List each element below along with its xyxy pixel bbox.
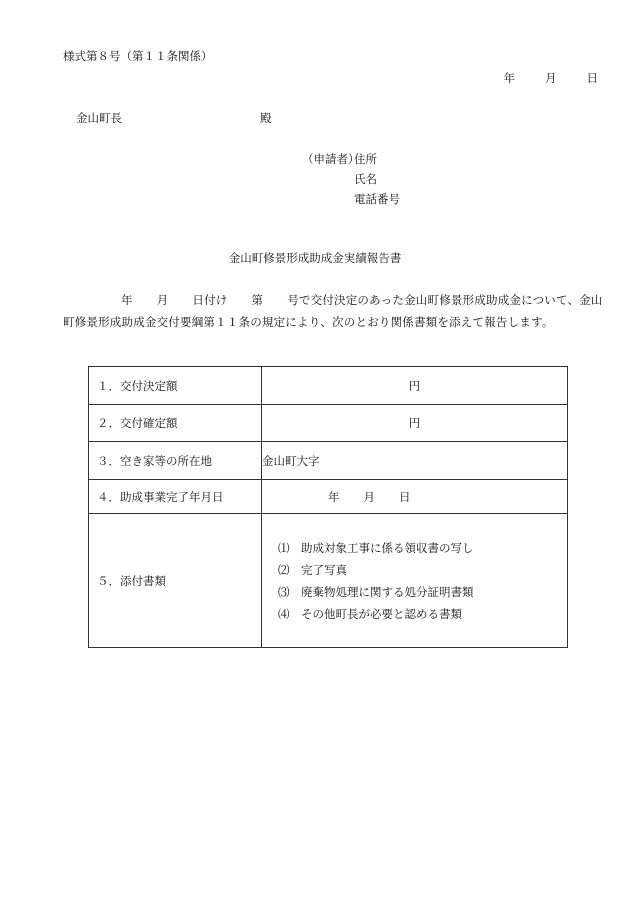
date-line (504, 70, 599, 86)
table-row (89, 514, 568, 648)
table-row (89, 442, 568, 480)
completion-date-cell (262, 480, 568, 514)
row-label: ５．添付書類 (89, 514, 262, 648)
row-value: 円 (262, 405, 568, 442)
form-number: 様式第８号（第１１条関係） (63, 49, 213, 63)
completion-day: 日 (399, 489, 411, 504)
row-value: 円 (262, 367, 568, 405)
row-label: ４．助成事業完了年月日 (89, 480, 262, 514)
body-day-suffix: 日付け (192, 293, 228, 307)
report-table (88, 366, 568, 648)
attachment-item: ⑴ 助成対象工事に係る領収書の写し (278, 540, 474, 555)
addressee-name: 金山町長 (76, 111, 122, 125)
date-month: 月 (545, 71, 557, 85)
attachments-cell (262, 514, 568, 648)
attachment-item: ⑵ 完了写真 (278, 562, 347, 577)
body-paragraph (63, 289, 603, 333)
completion-month: 月 (363, 489, 375, 504)
table-row (89, 405, 568, 442)
applicant-name-label: 氏名 (354, 172, 377, 186)
applicant-address-label: 住所 (354, 152, 377, 166)
date-year: 年 (503, 71, 515, 85)
date-day: 日 (586, 71, 598, 85)
body-month: 月 (156, 293, 169, 307)
body-number-prefix: 第 (251, 293, 264, 307)
completion-year: 年 (328, 489, 340, 504)
row-label: １．交付決定額 (89, 367, 262, 405)
body-year: 年 (121, 293, 133, 307)
applicant-label: （申請者） (302, 152, 360, 166)
document-title: 金山町修景形成助成金実績報告書 (228, 251, 402, 265)
attachment-item: ⑶ 廃棄物処理に関する処分証明書類 (278, 584, 474, 599)
attachments-list (262, 537, 567, 625)
attachment-item: ⑷ その他町長が必要と認める書類 (278, 606, 462, 621)
table-row (89, 480, 568, 514)
body-main-text: 号で交付決定のあった金山町修景形成助成金について、金山町修景形成助成金交付要綱第１１条の規定により、次のとおり関係書類を添えて報告します。 (63, 293, 603, 329)
applicant-phone-label: 電話番号 (354, 192, 400, 206)
table-row (89, 367, 568, 405)
row-value: 金山町大字 (262, 442, 568, 480)
addressee-honorific: 殿 (260, 111, 272, 125)
row-label: ２．交付確定額 (89, 405, 262, 442)
row-label: ３．空き家等の所在地 (89, 442, 262, 480)
